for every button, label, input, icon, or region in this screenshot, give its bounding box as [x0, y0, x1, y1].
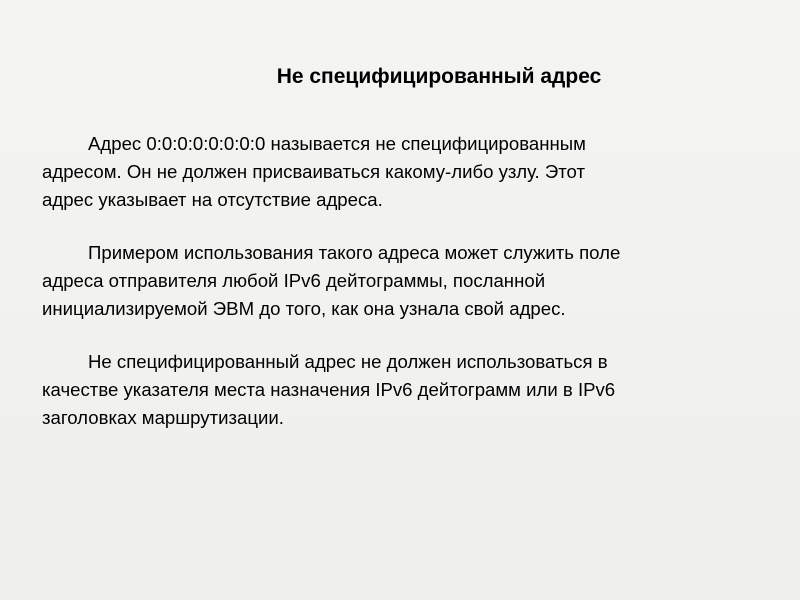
paragraph-2-line-3: инициализируемой ЭВМ до того, как она узнала свой адрес.	[42, 298, 566, 319]
paragraph-1	[42, 130, 762, 214]
paragraph-3-line-3: заголовках маршрутизации.	[42, 407, 284, 428]
paragraph-2	[42, 239, 762, 323]
paragraph-3-line-2: качестве указателя места назначения IPv6 дейтограмм или в IPv6	[42, 379, 616, 400]
slide-body	[42, 130, 762, 457]
paragraph-3	[42, 348, 762, 432]
slide-title: Не специфицированный адрес	[276, 65, 602, 88]
paragraph-3-line-1: Не специфицированный адрес не должен использоваться в	[88, 351, 608, 372]
paragraph-1-line-2: адресом. Он не должен присваиваться какому-либо узлу. Этот	[42, 161, 585, 182]
paragraph-2-line-1: Примером использования такого адреса может служить поле	[88, 242, 621, 263]
paragraph-2-line-2: адреса отправителя любой IPv6 дейтограммы, посланной	[42, 270, 546, 291]
paragraph-1-line-3: адрес указывает на отсутствие адреса.	[42, 189, 383, 210]
paragraph-1-line-1: Адрес 0:0:0:0:0:0:0:0 называется не специфицированным	[88, 133, 586, 154]
